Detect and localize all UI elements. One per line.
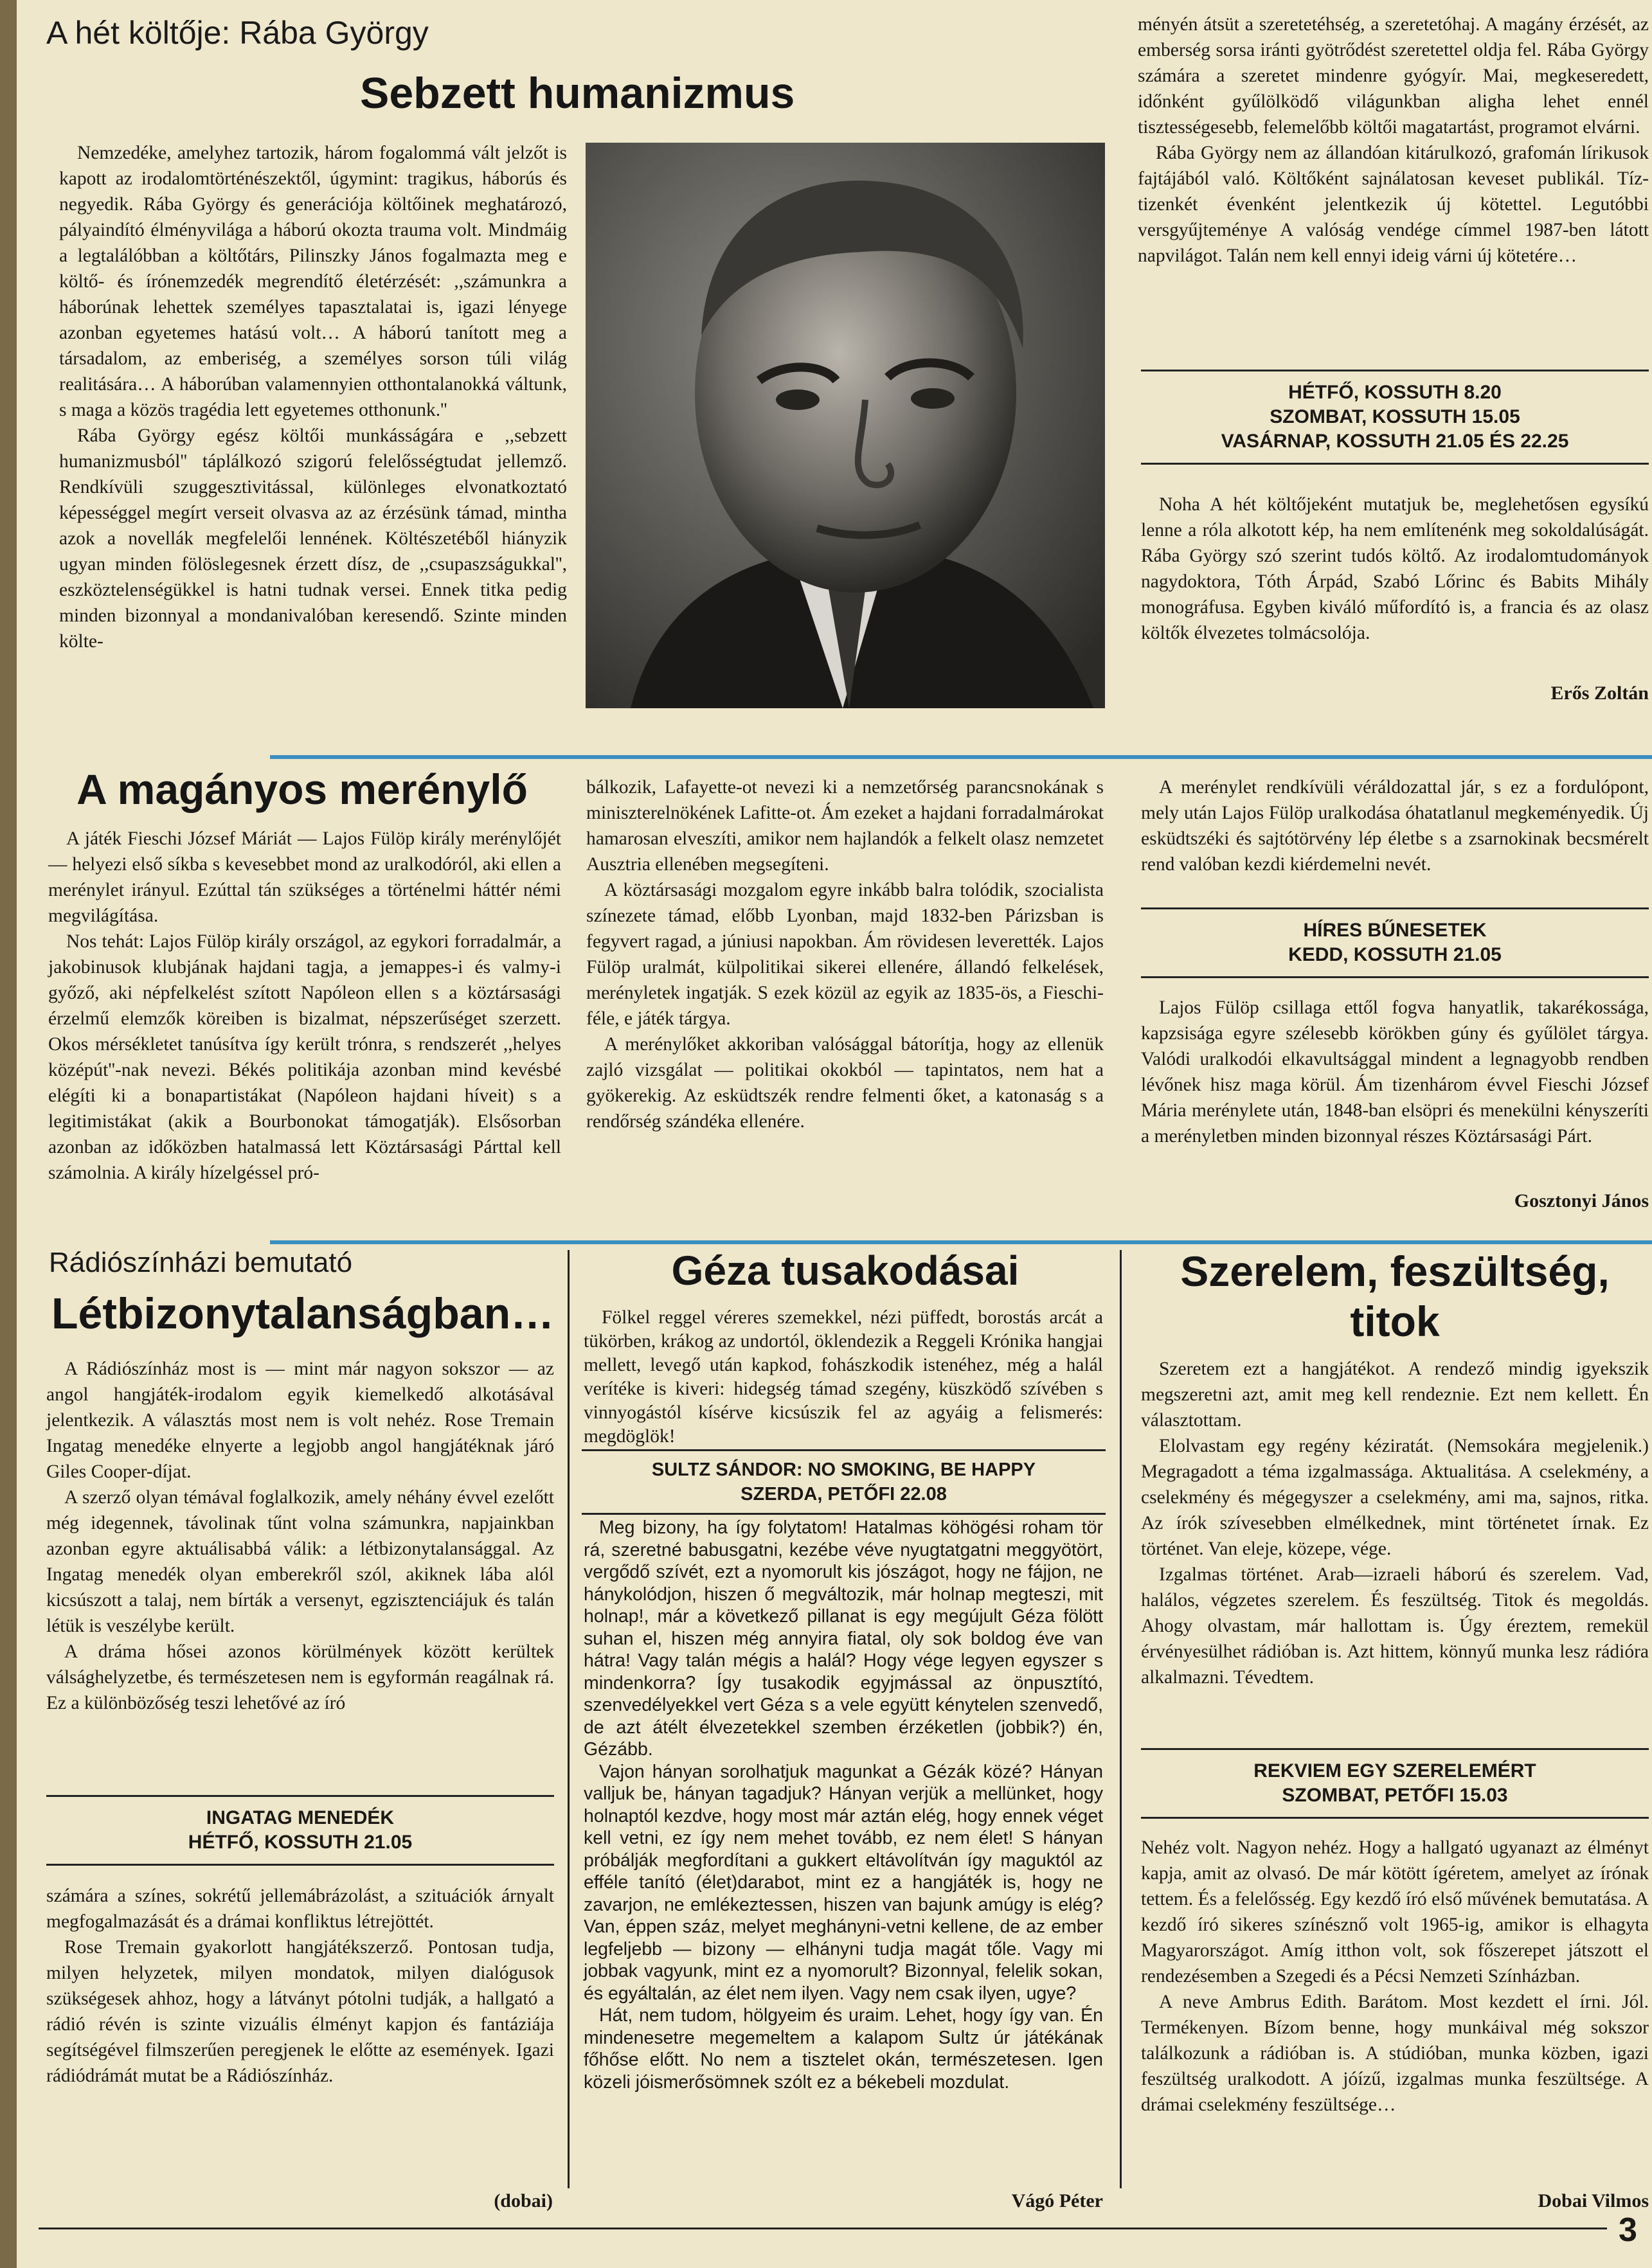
article5-title: Szerelem, feszültség, titok xyxy=(1180,1247,1610,1345)
paragraph: Lajos Fülöp csillaga ettől fogva hanyatlik, takarékossága, kapzsisága egyre szélesebb körökben gúny és gyűlölet tárgya. Valódi uralkodói elkavultsággal mindent a legnagyobb rendben lévőnek hisz maga körül. Ám tizenhárom évvel Fieschi József Mária merénylete után, 1848-ban elsöpri és menekülni kényszeríti a merényletben minden bizonnyal részes Köztársasági Párt. xyxy=(1141,997,1649,1147)
paragraph: A dráma hősei azonos körülmények között kerültek válsághelyzetbe, és természetesen nem is egyformán reagálnak rá. Ez a különbözőség teszi lehetővé az író xyxy=(46,1641,554,1713)
paragraph: A játék Fieschi József Máriát — Lajos Fülöp király merénylőjét — helyezi első síkba s kevesebbet mond az uralkodóról, aki ellen a merénylet irányul. Ezúttal tán szükséges a történelmi háttér némi megvilágítása. xyxy=(48,828,561,926)
paragraph: Vajon hányan sorolhatjuk magunkat a Gézák közé? Hányan valljuk be, hányan tagadjuk? Hányan verjük a mellünket, hogy holnaptól kezdve, hogy most már aztán elég, hogy ennek véget kell vetni, ez így nem mehet tovább, ez nem élet! S hányan próbálják megfordítani a gukkert eltávolítván így maguktól az efféle tanító (élet)darabot, mint ez a hangjáték is, hogy ne zavarjon, ne emlékeztessen, hiszen van bajunk amúgy is elég? Van, éppen száz, melyet meghányni-vetni kellene, de az ember legfeljebb — bizony — elhányni tudja magát tőle. Vagy mi jobbak vagyunk, mint ez a nyomorult? Bizonnyal, felelik sokan, és egyáltalán, az élet nem ilyen. Vagy nem csak ilyen, ugye? xyxy=(584,1761,1103,2004)
paragraph: A köztársasági mozgalom egyre inkább balra tolódik, szocialista színezete támad, előbb Lyonban, majd 1832-ben Párizsban is fegyvert ragad, a júniusi napokban. Ám rövidesen leverették. Lajos Fülöp uralmát, külpolitikai sikerei ellenére, állandó felkelések, merényletek ingatják. S ezek közül az egyik az 1835-ös, a Fieschi-féle, e játék tárgya. xyxy=(586,880,1104,1029)
article3-title: Létbizonytalanságban… xyxy=(51,1289,555,1338)
article1-after-schedule xyxy=(1141,492,1649,646)
paragraph: Meg bizony, ha így folytatom! Hatalmas köhögési roham tör rá, szeretné babusgatni, kezébe véve nyugtatgatni meggyötört, vergődő szívét, ezt a nyomorult kis jószágot, hogy ne fájjon, ne hánykolódjon, hiszen ő megváltozik, már holnap megteszi, mit holnap!, már a következő pillanat is egy megújult Géza fölött suhan el, hiszen még annyira fiatal, oly sok boldog éve van hátra! Vagy talán mégis a halál? Hogy vége legyen egyszer s mindenkorra? Így tusakodik egyjmással az önpusztító, szenvedélyekkel vert Géza s a vele együtt kénytelen szenvedő, de azt átélt élvezetekkel szemben érzéketlen (jobbik?) én, Gézább. xyxy=(584,1517,1103,1760)
portrait-photo xyxy=(586,143,1105,708)
schedule-line: INGATAG MENEDÉK xyxy=(206,1807,395,1828)
paragraph: ményén átsüt a szeretetéhség, a szeretetóhaj. A magány érzését, az emberség sorsa iránti gyötrődést szeretettel oldja fel. Rába György számára a szeretet mindenre gyógyír. Mai, megkeseredett, időnként gyűlölködő világunkban aligha lehet ennél tisztességesebb, felemelőbb költői magatartást, programot elvárni. xyxy=(1138,14,1649,138)
schedule-line: VASÁRNAP, KOSSUTH 21.05 ÉS 22.25 xyxy=(1221,431,1569,452)
paragraph: Izgalmas történet. Arab—izraeli háború és szerelem. Vad, halálos, végzetes szerelem. És feszültség. Titok és megoldás. Ahogy olvastam, már hallottam is. Úgy éreztem, remekül érvényesülhet rádióban is. Azt hittem, könnyű munka lesz rádióra alkalmazni. Tévedtem. xyxy=(1141,1564,1649,1688)
paragraph: Rába György egész költői munkásságára e ,,sebzett humanizmusból'' táplálkozó szigorú felelősségtudat jellemző. Rendkívüli szuggesztivitással, különleges elvonatkoztató képességgel megírt verseit olvasva az az érzésünk támad, mintha azok a novellák megfelelői lennének. Költészetéből hiányzik ugyan minden fölöslegesnek érzett dísz, de ,,csupaszságukkal'', eszköztelenségükkel is hatni tudnak versei. Ennek titka pedig minden bizonnyal a mondanivalóban keresendő. Szinte minden költe- xyxy=(59,425,567,652)
paragraph: Nos tehát: Lajos Fülöp király országol, az egykori forradalmár, a jakobinusok klubjának hajdani tagja, a jemappes-i és valmy-i győző, aki népfelkelést szított Napóleon ellen s a köztársasági érzelmű elemzők köreiben is bizalmat, népszerűséget szerzett. Okos mérsékletet tanúsítva így került trónra, s rendszerét ,,helyes középút''-nak nevezi. Békés politikája azonban mind kevésbé elégíti ki a bonapartistákat (Napóleon hajdani híveit) s a legitimistákat (akik a Bourbonokat támogatják). Elsősorban azonban az időközben hatalmassá lett Köztársasági Párttal kell számolnia. A király hízelgéssel pró- xyxy=(48,931,561,1183)
article2-col2 xyxy=(586,774,1104,1134)
binding-edge xyxy=(0,0,17,2268)
article1-author: Erős Zoltán xyxy=(1550,683,1649,704)
schedule-line: REKVIEM EGY SZERELEMÉRT xyxy=(1253,1760,1536,1781)
article2-col1 xyxy=(48,826,561,1186)
article1-right-text xyxy=(1138,12,1649,269)
paragraph: számára a színes, sokrétű jellemábrázolást, a szituációk árnyalt megfogalmazását és a drámai konfliktus létrejöttét. xyxy=(46,1886,554,1932)
article2-after-schedule xyxy=(1141,995,1649,1149)
article1-schedule-box xyxy=(1141,370,1649,465)
article1-title: Sebzett humanizmus xyxy=(360,69,795,118)
article5-schedule-box xyxy=(1141,1748,1649,1819)
article2-col3 xyxy=(1141,774,1649,877)
paragraph: A Rádiószínház most is — mint már nagyon sokszor — az angol hangjáték-irodalom egyik kiemelkedő alkotásával jelentkezik. A választás most nem is volt nehéz. Rose Tremain Ingatag menedéke elnyerte a legjobb angol hangjátéknak járó Giles Cooper-díjat. xyxy=(46,1359,554,1482)
article4-author: Vágó Péter xyxy=(1011,2190,1103,2211)
article4-intro xyxy=(584,1306,1103,1449)
schedule-line: HÉTFŐ, KOSSUTH 8.20 xyxy=(1288,382,1502,403)
paragraph: Szeretem ezt a hangjátékot. A rendező mindig igyekszik megszeretni azt, amit meg kell rendeznie. Ezt nem kellett. Én választottam. xyxy=(1141,1359,1649,1431)
footer-rule xyxy=(39,2228,1607,2229)
column-divider xyxy=(1120,1250,1122,2188)
section-rule xyxy=(270,1240,1652,1244)
portrait-illustration xyxy=(586,143,1105,708)
schedule-line: HÍRES BŰNESETEK xyxy=(1303,920,1487,941)
article3-author: (dobai) xyxy=(494,2190,553,2211)
article5-after xyxy=(1141,1835,1649,2118)
section-rule xyxy=(270,755,1652,759)
article3-schedule-box xyxy=(46,1795,554,1866)
paragraph: A neve Ambrus Edith. Barátom. Most kezdett el írni. Jól. Termékenyen. Bízom benne, hogy munkáival még sokszor találkozunk a rádióban is. A stúdióban, munka közben, igazi feszültség uralkodott. A jóízű, izgalmas munka feszültsége. A drámai cselekmény feszültsége… xyxy=(1141,1992,1649,2115)
paragraph: Rose Tremain gyakorlott hangjátékszerző. Pontosan tudja, milyen helyzetek, milyen mondatok, milyen dialógusok szükségesek ahhoz, hogy a látványt pótolni tudják, a hallgató a rádió révén is szinte vizuális élményt kapjon és fantáziája segítségével filmszerűen peregjenek le előtte az események. Igazi rádiódrámát mutat be a Rádiószínház. xyxy=(46,1937,554,2086)
page-number: 3 xyxy=(1619,2211,1637,2249)
schedule-line: SULTZ SÁNDOR: NO SMOKING, BE HAPPY xyxy=(651,1460,1036,1480)
article4-text xyxy=(584,1517,1103,2093)
paragraph: Elolvastam egy regény kéziratát. (Nemsokára megjelenik.) Megragadott a téma izgalmassága. Aktualitása. A cselekmény, a cselekmény és mégegyszer a cselekmény, ami ma, sajnos, ritka. Az írók szívesebben elmélkednek, mint történetet írnak. Ez történet. Van eleje, közepe, vége. xyxy=(1141,1436,1649,1559)
article1-kicker: A hét költője: Rába György xyxy=(46,15,429,51)
article2-author: Gosztonyi János xyxy=(1514,1190,1649,1211)
schedule-line: SZERDA, PETŐFI 22.08 xyxy=(741,1484,947,1505)
paragraph: A merénylőket akkoriban valósággal bátorítja, hogy az ellenük zajló vizsgálat — politikai okokból — tapintatos, nem hat a gyökerekig. Az esküdtszék rendre felmenti őket, a katonaság s a rendőrség szándéka ellenére. xyxy=(586,1034,1104,1132)
schedule-line: SZOMBAT, KOSSUTH 15.05 xyxy=(1270,406,1520,427)
schedule-line: KEDD, KOSSUTH 21.05 xyxy=(1288,944,1502,965)
article2-title: A magányos merénylő xyxy=(76,765,528,813)
paragraph: Noha A hét költőjeként mutatjuk be, meglehetősen egysíkú lenne a róla alkotott kép, ha nem említenénk meg sokoldalúságát. Rába György szó szerint tudós költő. Az irodalomtudományok nagydoktora, Tóth Árpád, Szabó Lőrinc és Babits Mihály monográfusa. Egyben kiváló műfordító is, a francia és az olasz költők élvezetes tolmácsolója. xyxy=(1141,494,1649,643)
article5-author: Dobai Vilmos xyxy=(1538,2190,1649,2211)
article3-kicker: Rádiószínházi bemutató xyxy=(49,1247,353,1278)
paragraph: bálkozik, Lafayette-ot nevezi ki a nemzetőrség parancsnokának s miniszterelnökének Lafitte-ot. Ám ezeket a hajdani forradalmárokat hamarosan elveszíti, amikor nem hajlandók a felkelt olasz nemzetet Ausztria ellenében megsegíteni. xyxy=(586,777,1104,875)
article3-after xyxy=(46,1883,554,2089)
article5-text xyxy=(1141,1356,1649,1690)
article4-schedule-box xyxy=(582,1449,1106,1515)
paragraph: Fölkel reggel véreres szemekkel, nézi püffedt, borostás arcát a tükörben, krákog az undortól, öklendezik a Reggeli Krónika hangjai mellett, levegő után kapkod, fohászkodik istenéhez, még a halál verítéke is kiveri: hidegség támad szegény, küszködő szívében s vinnyogástól kísérve kicsúszik fel az agyáig a felismerés: megdöglök! xyxy=(584,1307,1103,1447)
paragraph: Nemzedéke, amelyhez tartozik, három fogalommá vált jelzőt is kapott az irodalomtörténészektől, úgymint: tragikus, háborús és negyedik. Rába György és generációja költőinek meghatározó, pályaindító élményvilága a háború okozta trauma volt. Mindmáig a legtalálóbban a költőtárs, Pilinszky János fogalmazta meg e költő- és írónemzedék megrendítő életérzését: ,,számunkra a háborúnak lehettek személyes tapasztalatai is, igazi lényege azonban egyetemes hatású volt… A háború tanított meg a társadalom, az emberiség, a személyes sorson túli világ realitására… A háborúban valamennyien otthontalanokká váltunk, s maga a közös tragédia lett egyetemes otthonunk.'' xyxy=(59,143,567,420)
paragraph: Nehéz volt. Nagyon nehéz. Hogy a hallgató ugyanazt az élményt kapja, amit az olvasó. De már kötött ígéretem, amelyet az írónak tettem. És a felelősség. Egy kezdő író első művének bemutatása. A kezdő író sikeres színésznő volt 1965-ig, amikor is elhagyta Magyarországot. Amíg itthon volt, sok főszerepet játszott el rendezésemben a Szegedi és a Pécsi Nemzeti Színházban. xyxy=(1141,1837,1649,1987)
paragraph: Hát, nem tudom, hölgyeim és uraim. Lehet, hogy így van. Én mindenesetre megemeltem a kalapom Sultz úr játékának főhőse előtt. No nem a tisztelet okán, természetesen. Igen közeli jóismerősömnek szólt ez a békebeli mozdulat. xyxy=(584,2005,1103,2093)
article3-text xyxy=(46,1356,554,1716)
schedule-line: SZOMBAT, PETŐFI 15.03 xyxy=(1282,1785,1508,1806)
article4-title: Géza tusakodásai xyxy=(671,1247,1019,1294)
schedule-line: HÉTFŐ, KOSSUTH 21.05 xyxy=(188,1832,413,1853)
paragraph: A merénylet rendkívüli véráldozattal jár, s ez a fordulópont, mely után Lajos Fülöp uralkodása óhatatlanul megkeményedik. Új esküdtszéki és sajtótörvény lép életbe s a zsarnokinak becsmérelt rend valóban kezdi kiérdemelni nevét. xyxy=(1141,777,1649,875)
article2-schedule-box xyxy=(1141,907,1649,978)
paragraph: A szerző olyan témával foglalkozik, amely néhány évvel ezelőtt még idegennek, távolinak tűnt volna számunkra, napjainkban azonban egyre aktuálisabbá válik: a létbizonytalansággal. Az Ingatag menedék olyan emberekről szól, akiknek lába alól kicsúszott a talaj, nem bírták a versenyt, egzisztenciájuk és talán létük is veszélybe került. xyxy=(46,1487,554,1636)
column-divider xyxy=(568,1250,570,2188)
paragraph: Rába György nem az állandóan kitárulkozó, grafomán lírikusok fajtájából való. Költőként sajnálatosan keveset publikál. Tíz-tizenkét évenként jelentkezik új kötettel. Legutóbbi versgyűjteménye A valóság vendége címmel 1987-ben látott napvilágot. Talán nem kell ennyi ideig várni új kötetére… xyxy=(1138,143,1649,266)
article1-left-text xyxy=(59,140,567,654)
